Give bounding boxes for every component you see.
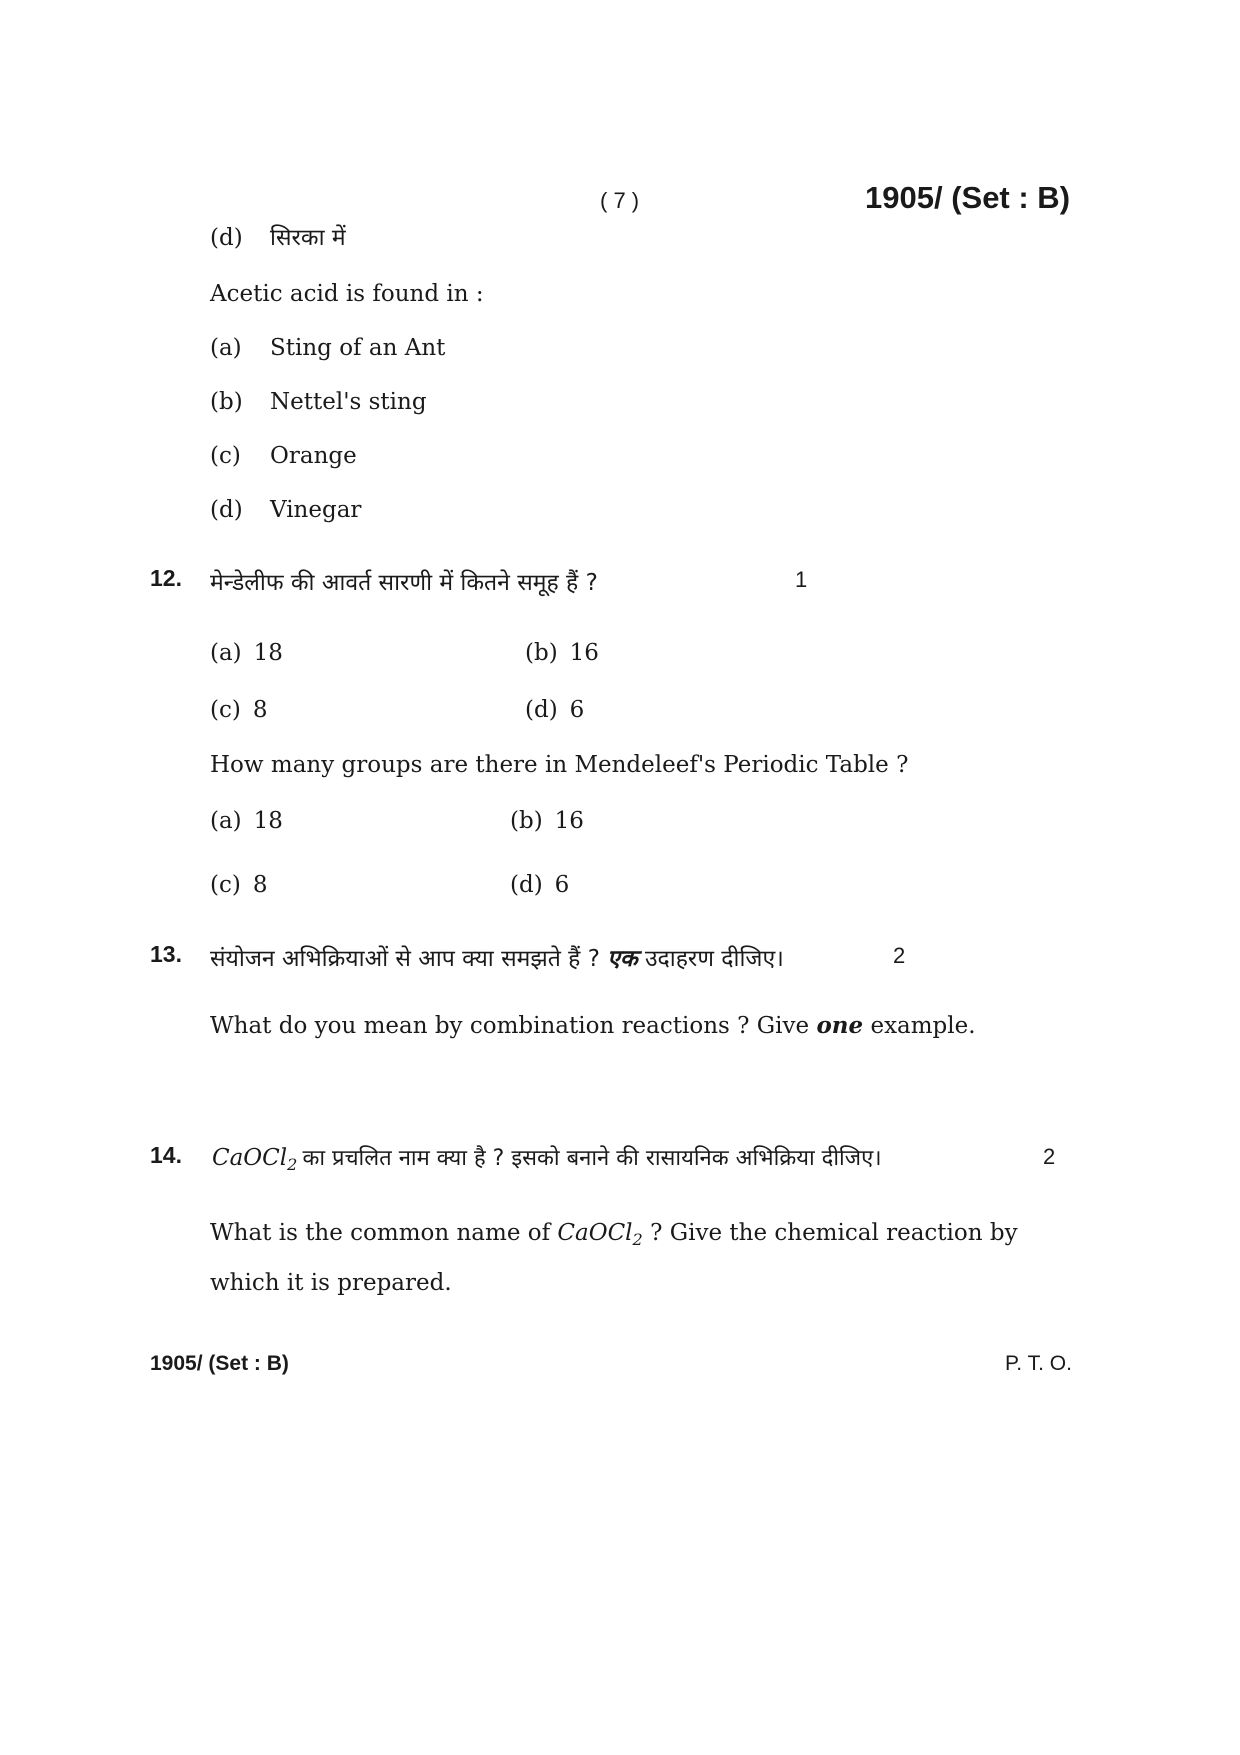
q11-english-option-b bbox=[210, 389, 427, 415]
formula-base: CaOCl bbox=[212, 1145, 288, 1171]
paper-code-header: 1905/ (Set : B) bbox=[865, 180, 1071, 215]
q12-hindi-option-b bbox=[525, 640, 599, 666]
q13-english-emph: one bbox=[816, 1012, 864, 1039]
paper-code-footer: 1905/ (Set : B) bbox=[150, 1352, 289, 1375]
q12-number: 12. bbox=[150, 565, 182, 591]
option-key: (b) bbox=[210, 389, 243, 415]
q12-english-option-b bbox=[510, 808, 584, 834]
q13-english-pre: What do you mean by combination reactions ? Give bbox=[210, 1013, 810, 1039]
q11-english-option-c bbox=[210, 443, 357, 469]
option-key: (c) bbox=[210, 872, 241, 898]
option-key: (a) bbox=[210, 335, 242, 361]
q14-formula bbox=[212, 1145, 298, 1174]
q14-hindi-text: का प्रचलित नाम क्या है ? इसको बनाने की रासायनिक अभिक्रिया दीजिए। bbox=[302, 1146, 882, 1171]
option-text: सिरका में bbox=[270, 225, 346, 251]
option-text: 16 bbox=[554, 808, 584, 834]
option-text: Vinegar bbox=[270, 497, 362, 523]
q12-hindi-option-a bbox=[210, 640, 283, 666]
q11-english-option-d bbox=[210, 497, 361, 523]
option-text: 16 bbox=[569, 640, 599, 666]
q14-english-formula bbox=[557, 1220, 643, 1249]
option-key: (d) bbox=[510, 872, 543, 898]
formula-base: CaOCl bbox=[557, 1220, 633, 1246]
option-text: 8 bbox=[252, 872, 268, 898]
q11-english-option-a bbox=[210, 335, 445, 361]
pto-label: P. T. O. bbox=[1005, 1352, 1072, 1375]
option-text: 18 bbox=[253, 808, 283, 834]
q14-marks: 2 bbox=[1043, 1144, 1056, 1169]
q13-english-post: example. bbox=[870, 1013, 976, 1039]
q12-hindi-option-c bbox=[210, 697, 267, 723]
option-key: (b) bbox=[510, 808, 543, 834]
q13-number: 13. bbox=[150, 941, 182, 967]
q13-english-question bbox=[210, 1012, 976, 1039]
q13-hindi-question bbox=[210, 941, 784, 973]
option-key: (a) bbox=[210, 808, 242, 834]
q12-english-option-d bbox=[510, 872, 569, 898]
q14-english-question-line1 bbox=[210, 1220, 1018, 1249]
q13-hindi-emph: एक bbox=[607, 946, 638, 972]
q12-english-option-a bbox=[210, 808, 283, 834]
option-text: 6 bbox=[569, 697, 585, 723]
q14-english-pre: What is the common name of bbox=[210, 1220, 551, 1246]
q12-english-question: How many groups are there in Mendeleef's Periodic Table ? bbox=[210, 752, 909, 778]
formula-subscript: 2 bbox=[287, 1154, 298, 1174]
q11-english-question: Acetic acid is found in : bbox=[210, 281, 484, 307]
option-key: (c) bbox=[210, 443, 241, 469]
q13-hindi-pre: संयोजन अभिक्रियाओं से आप क्या समझते हैं ? bbox=[210, 946, 600, 972]
q14-hindi-question bbox=[212, 1142, 882, 1172]
q14-number: 14. bbox=[150, 1142, 182, 1168]
formula-subscript: 2 bbox=[632, 1229, 643, 1249]
q14-english-question-line2: which it is prepared. bbox=[210, 1270, 452, 1296]
q13-marks: 2 bbox=[893, 943, 906, 968]
option-key: (d) bbox=[210, 225, 243, 251]
option-text: Sting of an Ant bbox=[270, 335, 446, 361]
q12-hindi-question: मेन्डेलीफ की आवर्त सारणी में कितने समूह हैं ? bbox=[210, 570, 598, 596]
q13-hindi-post: उदाहरण दीजिए। bbox=[644, 946, 784, 972]
option-text: 8 bbox=[252, 697, 268, 723]
option-text: 18 bbox=[253, 640, 283, 666]
option-key: (a) bbox=[210, 640, 242, 666]
q12-hindi-option-d bbox=[525, 697, 584, 723]
q12-english-option-c bbox=[210, 872, 267, 898]
page-number: ( 7 ) bbox=[600, 188, 640, 213]
option-key: (d) bbox=[525, 697, 558, 723]
option-text: Nettel's sting bbox=[270, 389, 427, 415]
q12-marks: 1 bbox=[795, 567, 808, 592]
q11-hindi-option-d bbox=[210, 220, 346, 252]
option-text: 6 bbox=[554, 872, 570, 898]
option-text: Orange bbox=[270, 443, 357, 469]
option-key: (c) bbox=[210, 697, 241, 723]
option-key: (d) bbox=[210, 497, 243, 523]
option-key: (b) bbox=[525, 640, 558, 666]
q14-english-post: ? Give the chemical reaction by bbox=[650, 1220, 1018, 1246]
